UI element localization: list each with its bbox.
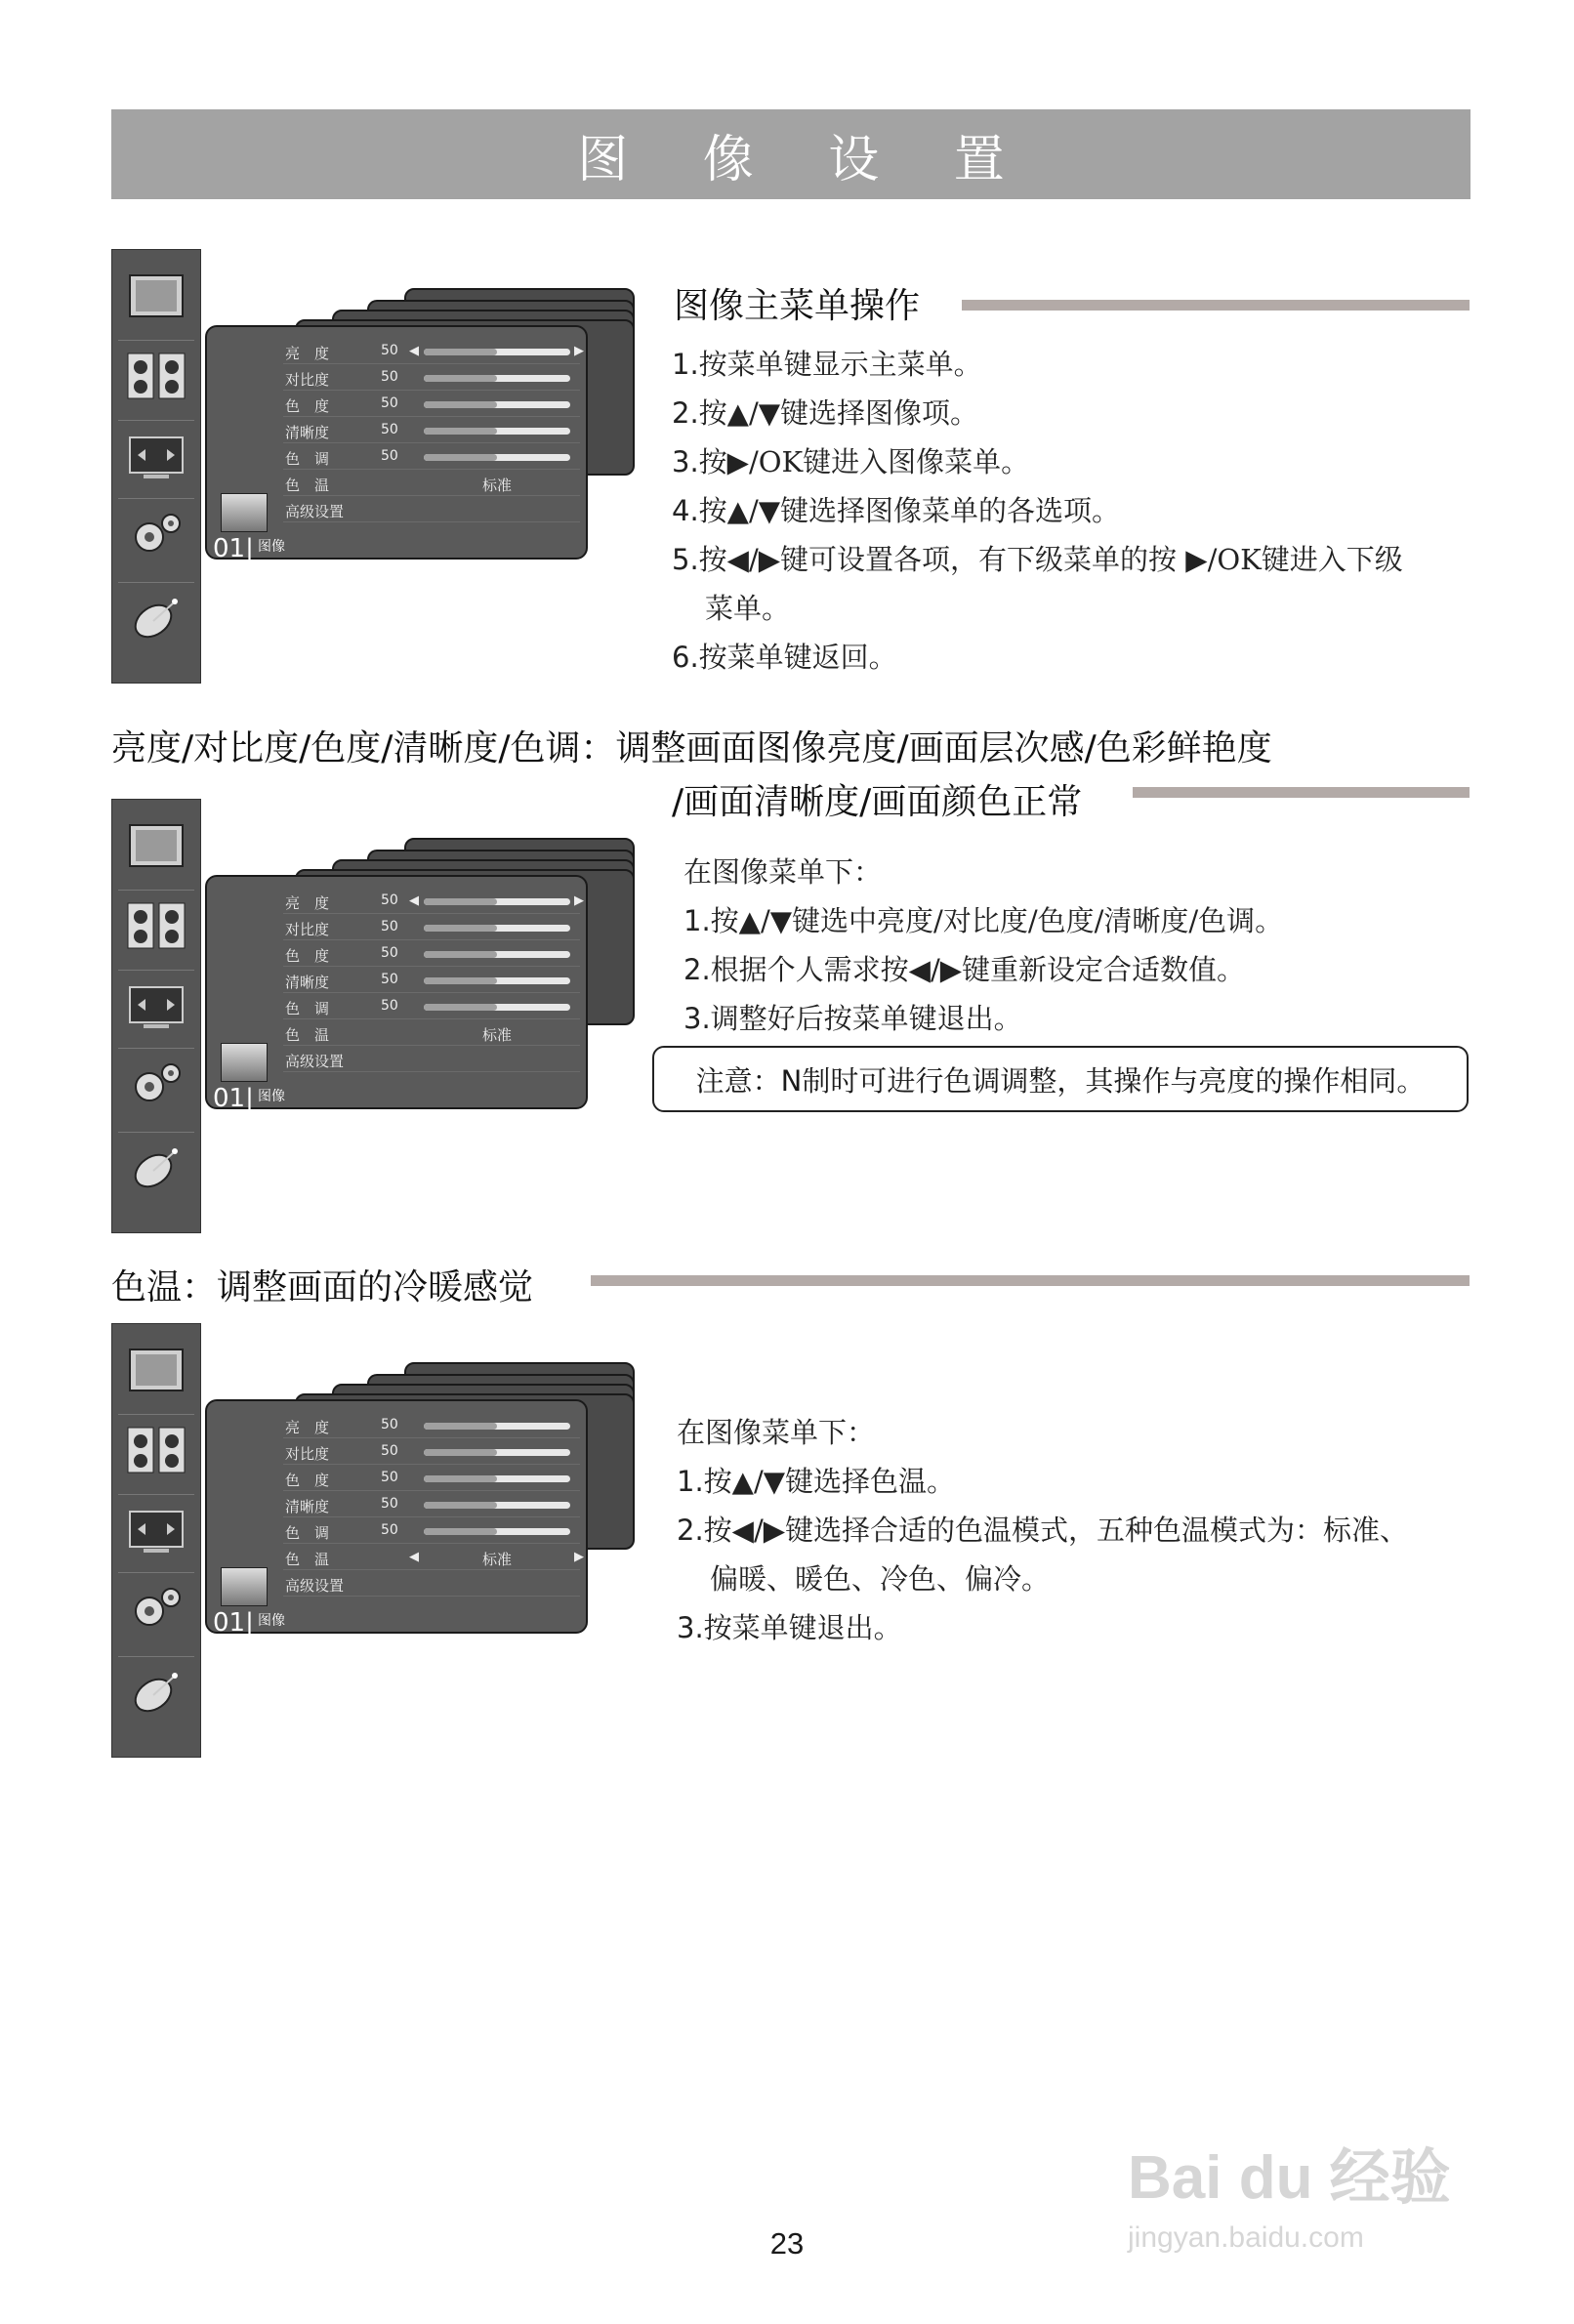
- row-divider: [283, 363, 580, 364]
- step: 2.按◀/▶键选择合适的色温模式，五种色温模式为：标准、: [677, 1514, 1409, 1547]
- value-slider[interactable]: [424, 951, 570, 958]
- menu-row-label: 色 调: [285, 1000, 330, 1017]
- osd-screenshot-2: [111, 799, 639, 1233]
- row-divider: [283, 442, 580, 443]
- slider-fill: [424, 454, 497, 461]
- speaker-icon: [124, 348, 188, 404]
- row-divider: [283, 1490, 580, 1491]
- value-slider[interactable]: [424, 898, 570, 905]
- intro: 在图像菜单下：: [683, 855, 883, 889]
- icon-separator: [118, 1414, 194, 1415]
- color-temp-option: 标准: [481, 1026, 512, 1044]
- menu-row[interactable]: [207, 994, 590, 1019]
- menu-row-value: 50: [381, 945, 398, 961]
- gear-icon: [124, 506, 188, 562]
- watermark-brand: Bai du 经验: [1128, 2144, 1451, 2212]
- slider-fill: [424, 898, 497, 905]
- left-arrow-icon: ◀: [409, 1550, 419, 1564]
- icon-separator: [118, 1494, 194, 1495]
- menu-row-label: 清晰度: [285, 1498, 330, 1515]
- value-slider[interactable]: [424, 1004, 570, 1011]
- menu-row[interactable]: [207, 1571, 590, 1597]
- row-divider: [283, 1018, 580, 1019]
- menu-row-value: 50: [381, 919, 398, 934]
- step: 1.按▲/▼键选择色温。: [677, 1465, 956, 1498]
- menu-row-label: 清晰度: [285, 974, 330, 991]
- step: 4.按▲/▼键选择图像菜单的各选项。: [672, 494, 1121, 527]
- slider-fill: [424, 977, 497, 984]
- step: 1.按▲/▼键选中亮度/对比度/色度/清晰度/色调。: [683, 904, 1284, 937]
- menu-row-label: 色 温: [285, 1551, 330, 1568]
- row-divider: [283, 966, 580, 967]
- icon-separator: [118, 420, 194, 421]
- left-arrow-icon: ◀: [409, 344, 419, 358]
- menu-row-label: 色 调: [285, 1524, 330, 1542]
- row-divider: [283, 469, 580, 470]
- icon-separator: [118, 1048, 194, 1049]
- value-slider[interactable]: [424, 977, 570, 984]
- row-divider: [283, 416, 580, 417]
- row-divider: [283, 992, 580, 993]
- menu-row-label: 色 温: [285, 1026, 330, 1044]
- banner-title: 图 像 设 置: [577, 130, 1034, 189]
- gear-icon: [124, 1056, 188, 1112]
- slider-fill: [424, 925, 497, 932]
- menu-row-label: 色 调: [285, 450, 330, 468]
- value-slider[interactable]: [424, 454, 570, 461]
- picture-icon: [124, 1342, 188, 1398]
- slider-fill: [424, 401, 497, 408]
- menu-row-value: 50: [381, 448, 398, 464]
- value-slider[interactable]: [424, 1423, 570, 1430]
- osd-screenshot-3: [111, 1323, 639, 1758]
- icon-separator: [118, 970, 194, 971]
- value-slider[interactable]: [424, 1528, 570, 1535]
- step: 3.按菜单键退出。: [677, 1611, 902, 1644]
- left-arrow-icon: ◀: [409, 893, 419, 908]
- menu-row[interactable]: [207, 1466, 590, 1491]
- menu-row-label: 高级设置: [285, 1577, 345, 1595]
- watermark: [1128, 2099, 1499, 2275]
- menu-row-label: 对比度: [285, 1445, 330, 1463]
- slider-fill: [424, 1528, 497, 1535]
- menu-row-label: 亮 度: [285, 345, 330, 362]
- row-divider: [283, 1464, 580, 1465]
- section2-steps: [683, 848, 1283, 1043]
- menu-row-value: 50: [381, 343, 398, 358]
- menu-row[interactable]: [207, 941, 590, 967]
- row-divider: [283, 1543, 580, 1544]
- step: 3.调整好后按菜单键退出。: [683, 1002, 1022, 1035]
- menu-row[interactable]: [207, 444, 590, 470]
- section3-heading: 色温：调整画面的冷暖感觉: [111, 1267, 534, 1307]
- menu-row[interactable]: [207, 968, 590, 993]
- slider-fill: [424, 1502, 497, 1509]
- slider-fill: [424, 1004, 497, 1011]
- step: 2.根据个人需求按◀/▶键重新设定合适数值。: [683, 953, 1246, 986]
- section1-heading: 图像主菜单操作: [674, 286, 921, 326]
- menu-row[interactable]: [207, 392, 590, 417]
- screen-icon: [124, 1502, 188, 1558]
- value-slider[interactable]: [424, 375, 570, 382]
- menu-index: 01|: [213, 1084, 254, 1113]
- menu-row[interactable]: [207, 1047, 590, 1072]
- section2-heading-line1: 亮度/对比度/色度/清晰度/色调：调整画面图像亮度/画面层次感/色彩鲜艳度: [111, 728, 1272, 768]
- menu-row-label: 对比度: [285, 921, 330, 938]
- row-divider: [283, 1596, 580, 1597]
- menu-row[interactable]: [207, 1492, 590, 1517]
- menu-row[interactable]: [207, 365, 590, 391]
- value-slider[interactable]: [424, 925, 570, 932]
- menu-row-label: 色 度: [285, 1472, 330, 1489]
- slider-fill: [424, 428, 497, 435]
- step: 5.按◀/▶键可设置各项，有下级菜单的按 ▶/OK键进入下级: [672, 543, 1403, 576]
- row-divider: [283, 939, 580, 940]
- color-temp-option: 标准: [481, 1551, 512, 1568]
- menu-row[interactable]: [207, 1545, 590, 1570]
- menu-title: 图像: [258, 539, 285, 555]
- menu-row-value: 50: [381, 972, 398, 987]
- gear-icon: [124, 1580, 188, 1637]
- osd-screenshot-1: [111, 249, 639, 684]
- slider-fill: [424, 951, 497, 958]
- slider-fill: [424, 1423, 497, 1430]
- menu-title: 图像: [258, 1613, 285, 1629]
- menu-row-value: 50: [381, 892, 398, 908]
- right-arrow-icon: ▶: [574, 893, 584, 908]
- row-divider: [283, 1071, 580, 1072]
- speaker-icon: [124, 1422, 188, 1478]
- slider-fill: [424, 1449, 497, 1456]
- picture-menu-panel: [205, 875, 588, 1113]
- menu-row-label: 色 度: [285, 947, 330, 965]
- menu-row[interactable]: [207, 418, 590, 443]
- slider-fill: [424, 1475, 497, 1482]
- picture-menu-panel: [205, 325, 588, 563]
- menu-row-value: 50: [381, 1443, 398, 1459]
- menu-title: 图像: [258, 1089, 285, 1104]
- section2-rule: [1133, 787, 1470, 798]
- section1-steps: [672, 340, 1403, 682]
- value-slider[interactable]: [424, 349, 570, 355]
- icon-separator: [118, 498, 194, 499]
- row-divider: [283, 495, 580, 496]
- menu-row[interactable]: [207, 1413, 590, 1438]
- icon-separator: [118, 1132, 194, 1133]
- row-divider: [283, 390, 580, 391]
- value-slider[interactable]: [424, 428, 570, 435]
- osd-icon-bar: [111, 1323, 201, 1758]
- menu-row-value: 50: [381, 1496, 398, 1512]
- menu-row-label: 亮 度: [285, 1419, 330, 1436]
- right-arrow-icon: ▶: [574, 1550, 584, 1564]
- picture-menu-panel: [205, 1399, 588, 1638]
- step-continuation: 菜单。: [705, 592, 791, 625]
- speaker-icon: [124, 897, 188, 954]
- menu-row-label: 色 温: [285, 477, 330, 494]
- section3-steps: [677, 1408, 1408, 1652]
- step: 6.按菜单键返回。: [672, 641, 897, 674]
- satellite-icon: [124, 1664, 188, 1721]
- step: 1.按菜单键显示主菜单。: [672, 348, 982, 381]
- value-slider[interactable]: [424, 1449, 570, 1456]
- picture-icon: [124, 268, 188, 324]
- menu-row[interactable]: [207, 1439, 590, 1465]
- step: 3.按▶/OK键进入图像菜单。: [672, 445, 1030, 478]
- menu-row[interactable]: [207, 339, 590, 364]
- icon-separator: [118, 1572, 194, 1573]
- slider-fill: [424, 349, 497, 355]
- watermark-url: jingyan.baidu.com: [1128, 2221, 1364, 2254]
- menu-row[interactable]: [207, 889, 590, 914]
- satellite-icon: [124, 590, 188, 646]
- menu-row[interactable]: [207, 1020, 590, 1046]
- osd-icon-bar: [111, 799, 201, 1233]
- note-box: 注意：N制时可进行色调调整，其操作与亮度的操作相同。: [652, 1046, 1469, 1112]
- menu-row[interactable]: [207, 1518, 590, 1544]
- icon-separator: [118, 340, 194, 341]
- slider-fill: [424, 375, 497, 382]
- menu-row-label: 高级设置: [285, 1053, 345, 1070]
- screen-icon: [124, 428, 188, 484]
- right-arrow-icon: ▶: [574, 344, 584, 358]
- row-divider: [283, 913, 580, 914]
- icon-separator: [118, 582, 194, 583]
- value-slider[interactable]: [424, 401, 570, 408]
- row-divider: [283, 1516, 580, 1517]
- menu-index: 01|: [213, 1608, 254, 1638]
- menu-row-value: 50: [381, 1470, 398, 1485]
- row-divider: [283, 521, 580, 522]
- menu-row[interactable]: [207, 497, 590, 522]
- menu-row-label: 高级设置: [285, 503, 345, 520]
- intro: 在图像菜单下：: [677, 1416, 876, 1449]
- page-number: 23: [769, 2226, 805, 2261]
- row-divider: [283, 1045, 580, 1046]
- step: 2.按▲/▼键选择图像项。: [672, 396, 979, 430]
- row-divider: [283, 1437, 580, 1438]
- icon-separator: [118, 890, 194, 891]
- menu-row-value: 50: [381, 1522, 398, 1538]
- menu-row-label: 亮 度: [285, 894, 330, 912]
- menu-row-value: 50: [381, 422, 398, 437]
- color-temp-option: 标准: [481, 477, 512, 494]
- menu-row-value: 50: [381, 998, 398, 1014]
- menu-row[interactable]: [207, 915, 590, 940]
- section2-heading-line2: /画面清晰度/画面颜色正常: [672, 782, 1083, 822]
- menu-row-value: 50: [381, 395, 398, 411]
- menu-row-value: 50: [381, 369, 398, 385]
- osd-icon-bar: [111, 249, 201, 684]
- menu-row[interactable]: [207, 471, 590, 496]
- satellite-icon: [124, 1140, 188, 1196]
- step-continuation: 偏暖、暖色、冷色、偏冷。: [710, 1562, 1051, 1596]
- screen-icon: [124, 977, 188, 1034]
- icon-separator: [118, 1656, 194, 1657]
- menu-row-label: 对比度: [285, 371, 330, 389]
- page-banner: [111, 109, 1470, 199]
- menu-row-value: 50: [381, 1417, 398, 1432]
- section1-rule: [962, 300, 1470, 311]
- menu-row-label: 色 度: [285, 397, 330, 415]
- menu-index: 01|: [213, 534, 254, 563]
- menu-row-label: 清晰度: [285, 424, 330, 441]
- value-slider[interactable]: [424, 1475, 570, 1482]
- row-divider: [283, 1569, 580, 1570]
- value-slider[interactable]: [424, 1502, 570, 1509]
- picture-icon: [124, 817, 188, 874]
- section3-rule: [591, 1275, 1470, 1286]
